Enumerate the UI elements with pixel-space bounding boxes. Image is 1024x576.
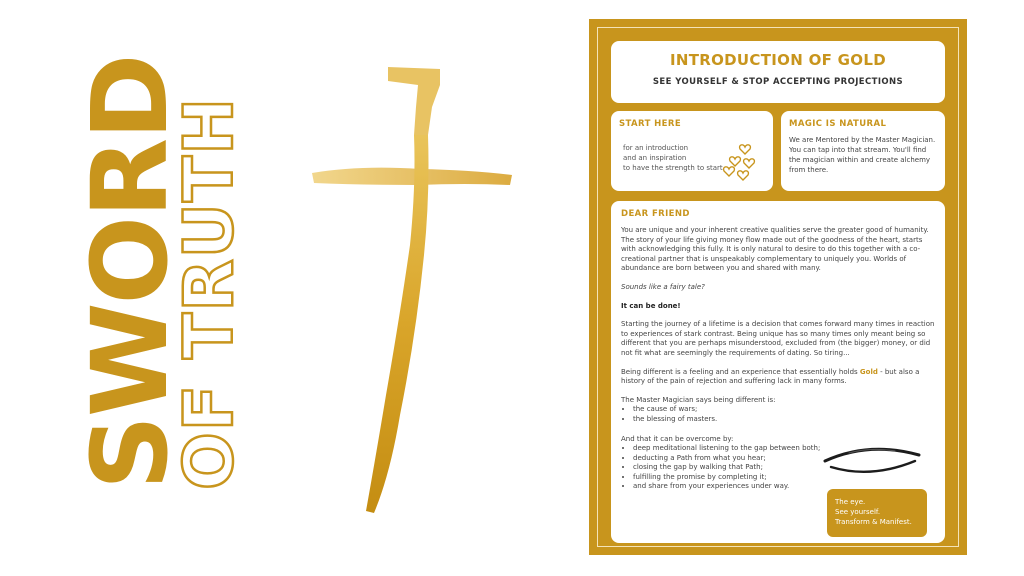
dear-friend-card xyxy=(611,201,945,543)
letter-paragraph: Starting the journey of a lifetime is a decision that comes forward many times in reaction to experiences of stark contrast. Being unique has so many times only meant being so different that you are perhaps misunderstood, excluded from (the bigger) money, or did not fit what are seemingly the requirements of dating. So tiring... xyxy=(621,320,935,357)
title-sword: SWORD xyxy=(69,55,191,490)
text-span: - but also a history of the pain of rejection and suffering lack in many forms. xyxy=(621,367,920,386)
start-line: for an introduction xyxy=(623,144,689,152)
start-here-label: START HERE xyxy=(619,119,682,129)
dear-friend-label: DEAR FRIEND xyxy=(621,209,690,219)
hearts-icon xyxy=(721,135,761,185)
list-intro: And that it can be overcome by: xyxy=(621,434,734,443)
list-item: • fulfilling the promise by completing it; xyxy=(633,473,935,483)
magic-is-natural-card xyxy=(781,111,945,191)
vertical-title xyxy=(69,55,270,490)
text-span: Being different is a feeling and an experience that essentially holds xyxy=(621,367,860,376)
letter-paragraph-gold xyxy=(621,368,935,387)
letter-emphasis: It can be done! xyxy=(621,301,681,310)
document-header-card xyxy=(611,41,945,103)
list-item: • the cause of wars; xyxy=(633,405,935,415)
list-item: • closing the gap by walking that Path; xyxy=(633,463,935,473)
list-item: • and share from your experiences under way. xyxy=(633,482,935,492)
eye-line: See yourself. xyxy=(835,508,881,516)
letter-paragraph: You are unique and your inherent creative qualities serve the greater good of humanity. The story of your life giving money flow made out of the goodness of the heart, starts with acknowledging this fully. It is only natural to desire to do this together with a co-creational partner that is unspeakably complementary to uniquely you. Worlds of abundance are born between you and shared with many. xyxy=(621,226,929,273)
eye-brush-icon xyxy=(819,439,929,479)
eye-line: The eye. xyxy=(835,498,866,506)
magic-text: We are Mentored by the Master Magician. You can tap into that stream. You'll find the magician within and create alchemy from there. xyxy=(789,136,936,174)
title-of-truth: OF TRUTH xyxy=(170,96,249,490)
start-here-card xyxy=(611,111,773,191)
eye-callout xyxy=(827,489,927,537)
letter-question: Sounds like a fairy tale? xyxy=(621,282,705,291)
magic-label: MAGIC IS NATURAL xyxy=(789,119,887,129)
start-line: and an inspiration xyxy=(623,154,687,162)
eye-line: Transform & Manifest. xyxy=(835,518,912,526)
list-intro: The Master Magician says being different is: xyxy=(621,395,776,404)
different-is-list xyxy=(621,405,935,424)
start-line: to have the strength to start xyxy=(623,164,723,172)
list-item: • the blessing of masters. xyxy=(633,415,935,425)
document-subtitle: SEE YOURSELF & STOP ACCEPTING PROJECTIONS xyxy=(652,77,904,87)
gold-word: Gold xyxy=(859,367,878,376)
document-title: INTRODUCTION OF GOLD xyxy=(670,51,886,69)
gold-introduction-document xyxy=(589,19,967,555)
list-item: • deep meditational listening to the gap between both; xyxy=(633,444,935,454)
painted-sword-illustration xyxy=(300,55,530,525)
list-item: • deducting a Path from what you hear; xyxy=(633,454,935,464)
